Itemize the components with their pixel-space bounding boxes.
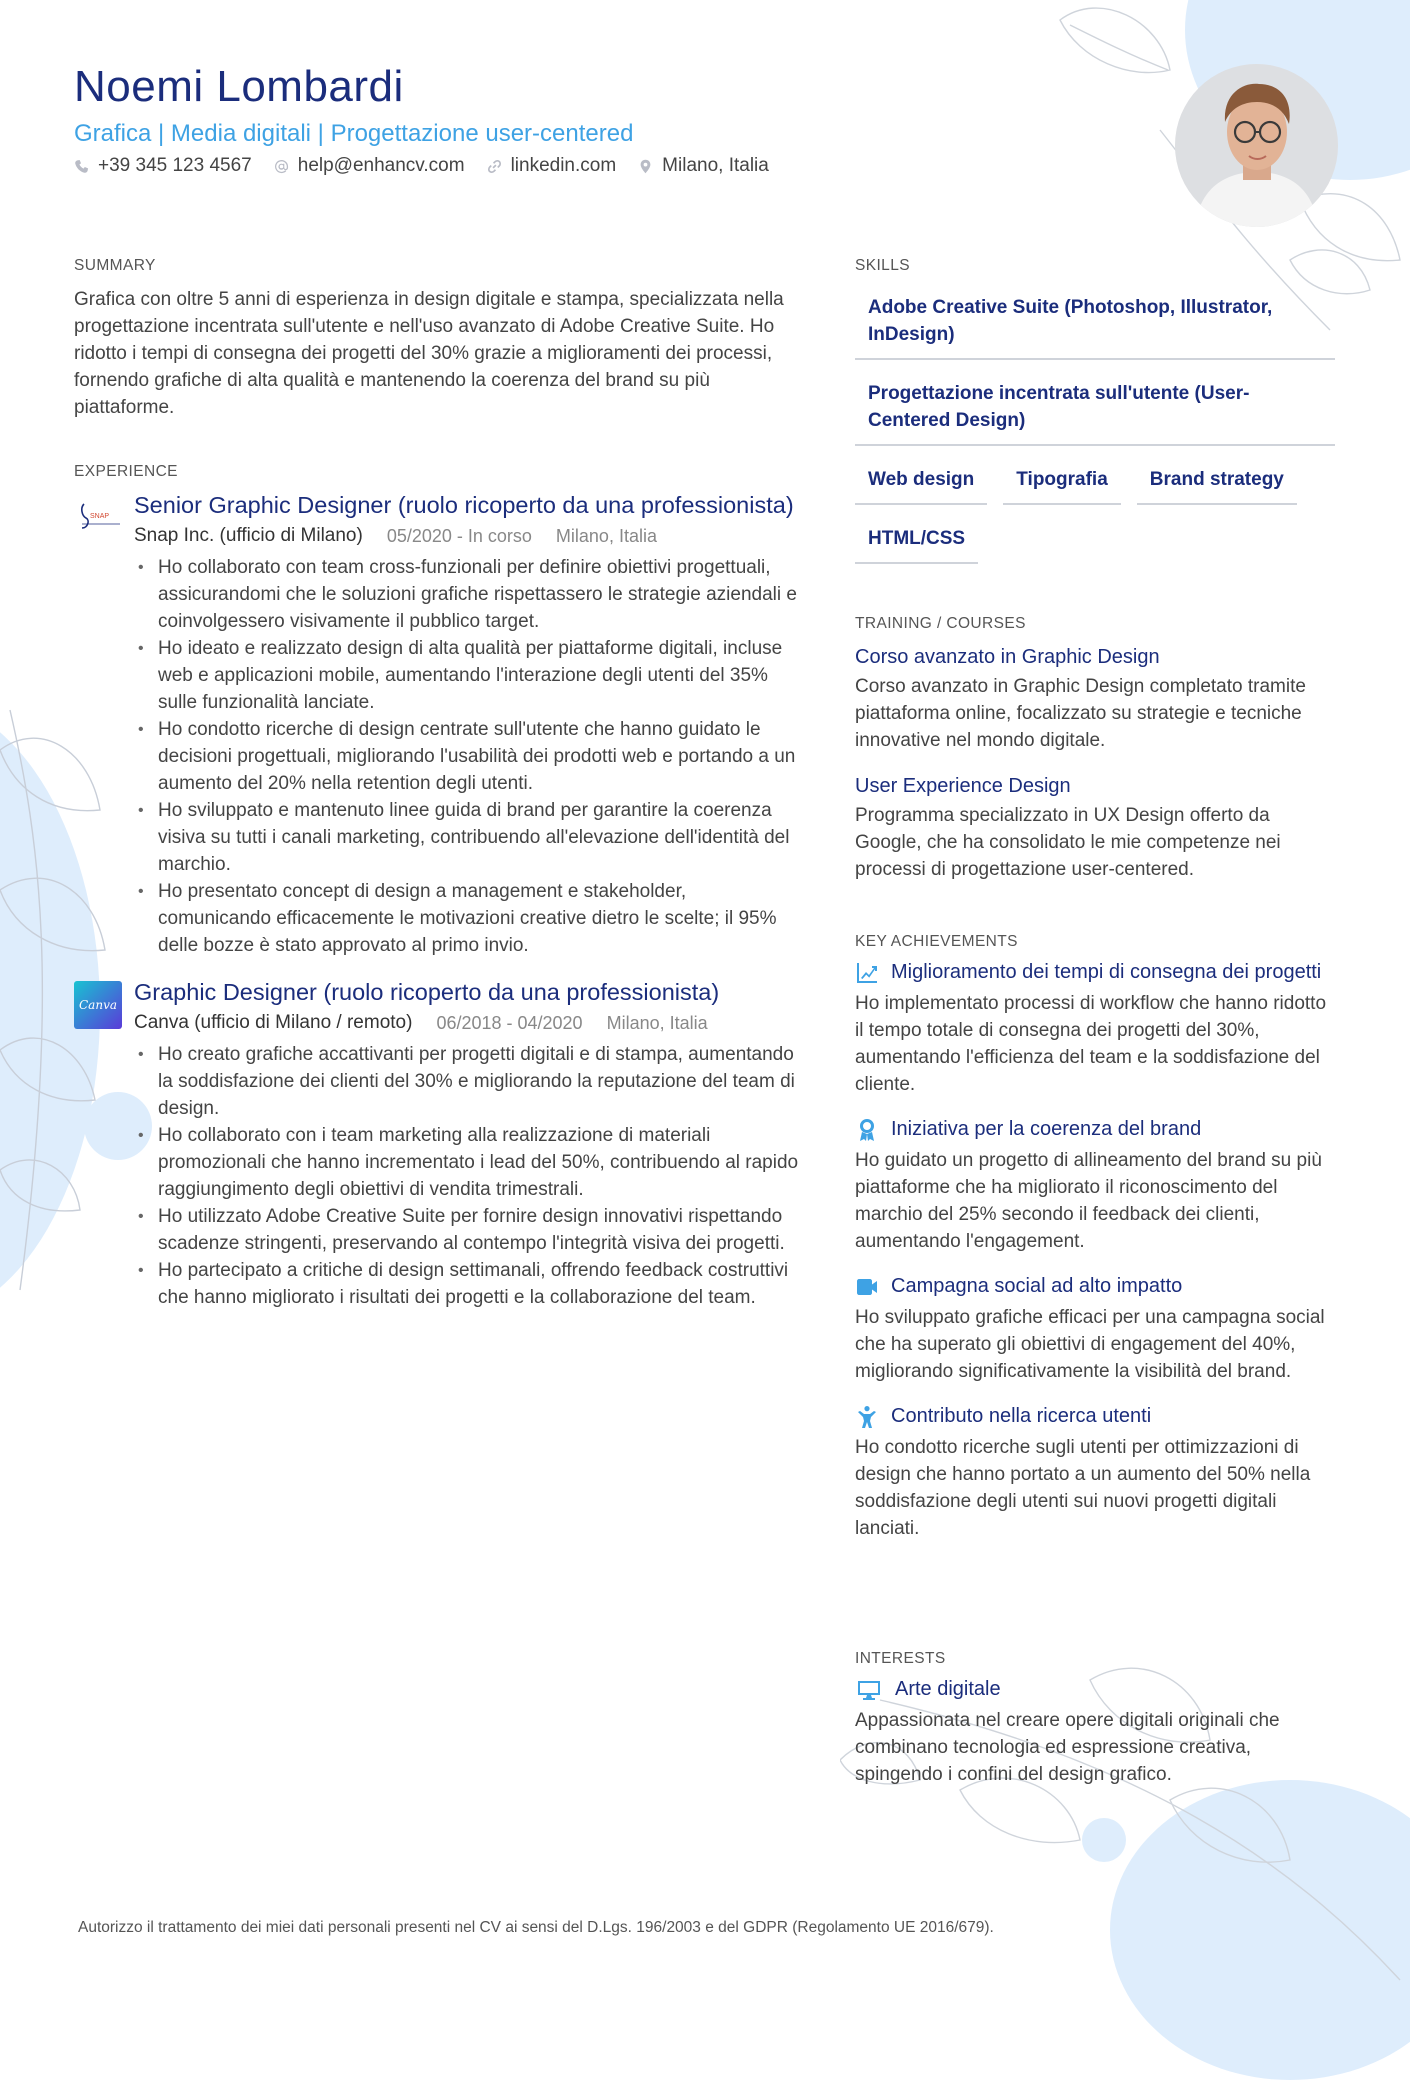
- phone-number: +39 345 123 4567: [98, 155, 252, 176]
- canva-logo-text: Canva: [79, 998, 117, 1012]
- training-list: [855, 643, 1335, 883]
- skill-tag: HTML/CSS: [855, 517, 978, 564]
- achievement-title: Miglioramento dei tempi di consegna dei progetti: [891, 961, 1322, 983]
- video-camera-icon: [855, 1275, 879, 1299]
- achievements-heading: KEY ACHIEVEMENTS: [855, 933, 1018, 950]
- interest-text: Appassionata nel creare opere digitali originali che combinano tecnologia ed espressione creativa, spingendo i confini del design grafico.: [855, 1710, 1280, 1785]
- achievement-item: [855, 1403, 1335, 1542]
- training-text: Corso avanzato in Graphic Design completato tramite piattaforma online, focalizzato su strategie e tecniche innovative nel mondo digitale.: [855, 676, 1306, 751]
- achievement-title: Iniziativa per la coerenza del brand: [891, 1118, 1202, 1140]
- skill-tag: Brand strategy: [1137, 458, 1297, 505]
- job-meta: [134, 522, 804, 550]
- achievement-item: [855, 1273, 1335, 1385]
- link-icon: [487, 159, 502, 174]
- bullet-item: • Ho sviluppato e mantenuto linee guida di brand per garantire la coerenza visiva su tutti i canali marketing, contribuendo all'elevazione dell'identità del marchio.: [134, 797, 804, 878]
- training-heading: TRAINING / COURSES: [855, 615, 1026, 632]
- achievement-item: [855, 1116, 1335, 1255]
- privacy-consent: Autorizzo il trattamento dei miei dati personali presenti nel CV ai sensi del D.Lgs. 196/2003 e del GDPR (Regolamento UE 2016/679).: [78, 1919, 994, 1936]
- job-entry: [74, 977, 804, 1311]
- achievement-title: Contributo nella ricerca utenti: [891, 1405, 1152, 1427]
- skills-heading: SKILLS: [855, 257, 910, 274]
- achievements-list: [855, 959, 1335, 1542]
- interests-heading: INTERESTS: [855, 1650, 946, 1667]
- interests-list: [855, 1676, 1335, 1788]
- training-item: [855, 772, 1335, 883]
- canva-logo: [74, 981, 122, 1029]
- linkedin-link: linkedin.com: [510, 155, 617, 176]
- bullet-item: • Ho collaborato con team cross-funzionali per definire obiettivi progettuali, assicurandomi che le soluzioni grafiche rispettassero le strategie aziendali e coinvolgessero visivamente il pubblico target.: [134, 554, 804, 635]
- job-title: Graphic Designer (ruolo ricoperto da una professionista): [134, 979, 720, 1005]
- at-icon: [274, 159, 289, 174]
- training-text: Programma specializzato in UX Design offerto da Google, che ha consolidato le mie competenze nei processi di progettazione user-centered.: [855, 805, 1281, 880]
- job-location: Milano, Italia: [606, 1013, 708, 1033]
- achievement-title: Campagna social ad alto impatto: [891, 1275, 1183, 1297]
- profile-photo: [1175, 64, 1338, 227]
- location-pin-icon: [638, 159, 653, 174]
- job-dates: 06/2018 - 04/2020: [436, 1013, 583, 1033]
- skills-list: [855, 286, 1335, 564]
- person-icon: [855, 1405, 879, 1429]
- contact-location: [638, 155, 769, 177]
- bullet-item: • Ho presentato concept di design a management e stakeholder, comunicando efficacemente le motivazioni creative dietro le scelte; il 95% delle bozze è stato approvato al primo invio.: [134, 878, 804, 959]
- achievement-item: [855, 959, 1335, 1098]
- experience-list: [74, 490, 804, 1329]
- job-location: Milano, Italia: [555, 526, 657, 546]
- contact-phone[interactable]: [74, 155, 252, 177]
- candidate-title: Grafica | Media digitali | Progettazione user-centered: [74, 120, 634, 147]
- achievement-text: Ho implementato processi di workflow che hanno ridotto il tempo totale di consegna dei progetti del 30%, aumentando l'efficienza del team e la soddisfazione del cliente.: [855, 993, 1327, 1095]
- monitor-icon: [855, 1678, 883, 1702]
- skill-tag: Web design: [855, 458, 987, 505]
- contact-bar: [74, 155, 769, 177]
- location-text: Milano, Italia: [662, 155, 769, 176]
- experience-heading: EXPERIENCE: [74, 463, 178, 480]
- bullet-item: • Ho utilizzato Adobe Creative Suite per fornire design innovativi rispettando scadenze stringenti, preservando al contempo l'integrità visiva dei progetti.: [134, 1203, 804, 1257]
- job-entry: [74, 490, 804, 959]
- snap-logo: [74, 492, 122, 540]
- interest-item: [855, 1676, 1335, 1788]
- job-bullets: [134, 1041, 804, 1311]
- summary-text: Grafica con oltre 5 anni di esperienza in design digitale e stampa, specializzata nella progettazione incentrata sull'utente e nell'uso avanzato di Adobe Creative Suite. Ho ridotto i tempi di consegna dei progetti del 30% grazie a miglioramenti dei processi, fornendo grafiche di alta qualità e mantenendo la coerenza del brand su più piattaforme.: [74, 289, 784, 418]
- contact-linkedin[interactable]: [487, 155, 617, 177]
- award-icon: [855, 1118, 879, 1142]
- snap-logo-text: SNAP: [90, 513, 110, 520]
- job-company: Canva (ufficio di Milano / remoto): [134, 1012, 413, 1033]
- training-item: [855, 643, 1335, 754]
- bullet-item: • Ho collaborato con i team marketing alla realizzazione di materiali promozionali che hanno incrementato i lead del 50%, contribuendo al rapido raggiungimento degli obiettivi di vendita trimestrali.: [134, 1122, 804, 1203]
- bullet-item: • Ho creato grafiche accattivanti per progetti digitali e di stampa, aumentando la soddisfazione dei clienti del 30% e migliorando la reputazione del team di design.: [134, 1041, 804, 1122]
- bullet-item: • Ho ideato e realizzato design di alta qualità per piattaforme digitali, incluse web e applicazioni mobile, aumentando l'interazione degli utenti del 35% sulle funzionalità lanciate.: [134, 635, 804, 716]
- job-bullets: [134, 554, 804, 959]
- interest-title: Arte digitale: [895, 1678, 1001, 1700]
- job-company: Snap Inc. (ufficio di Milano): [134, 525, 363, 546]
- job-meta: [134, 1009, 804, 1037]
- candidate-name: Noemi Lombardi: [74, 62, 404, 111]
- phone-icon: [74, 159, 89, 174]
- training-title: Corso avanzato in Graphic Design: [855, 646, 1160, 668]
- email-address: help@enhancv.com: [297, 155, 465, 176]
- training-title: User Experience Design: [855, 775, 1071, 797]
- decor-dot-bottom: [1082, 1818, 1126, 1862]
- skill-tag: Progettazione incentrata sull'utente (User-Centered Design): [855, 372, 1335, 446]
- decor-blob-bottom-right: [1110, 1780, 1410, 2080]
- bullet-item: • Ho condotto ricerche di design centrate sull'utente che hanno guidato le decisioni progettuali, migliorando l'usabilità dei prodotti web e portando a un aumento del 20% nella retention degli utenti.: [134, 716, 804, 797]
- achievement-text: Ho condotto ricerche sugli utenti per ottimizzazioni di design che hanno portato a un aumento del 50% nella soddisfazione degli utenti sui nuovi progetti digitali lanciati.: [855, 1437, 1311, 1539]
- bullet-item: • Ho partecipato a critiche di design settimanali, offrendo feedback costruttivi che hanno migliorato i risultati dei progetti e la collaborazione del team.: [134, 1257, 804, 1311]
- skill-tag: Adobe Creative Suite (Photoshop, Illustrator, InDesign): [855, 286, 1335, 360]
- skill-tag: Tipografia: [1003, 458, 1121, 505]
- summary-heading: SUMMARY: [74, 257, 156, 274]
- job-dates: 05/2020 - In corso: [386, 526, 532, 546]
- achievement-text: Ho guidato un progetto di allineamento del brand su più piattaforme che ha migliorato il riconoscimento del marchio del 25% secondo il feedback dei clienti, aumentando l'engagement.: [855, 1150, 1322, 1252]
- contact-email[interactable]: [274, 155, 465, 177]
- trending-up-icon: [855, 961, 879, 985]
- job-title: Senior Graphic Designer (ruolo ricoperto da una professionista): [134, 492, 794, 518]
- achievement-text: Ho sviluppato grafiche efficaci per una campagna social che ha superato gli obiettivi di engagement del 40%, migliorando significativamente la visibilità del brand.: [855, 1307, 1325, 1382]
